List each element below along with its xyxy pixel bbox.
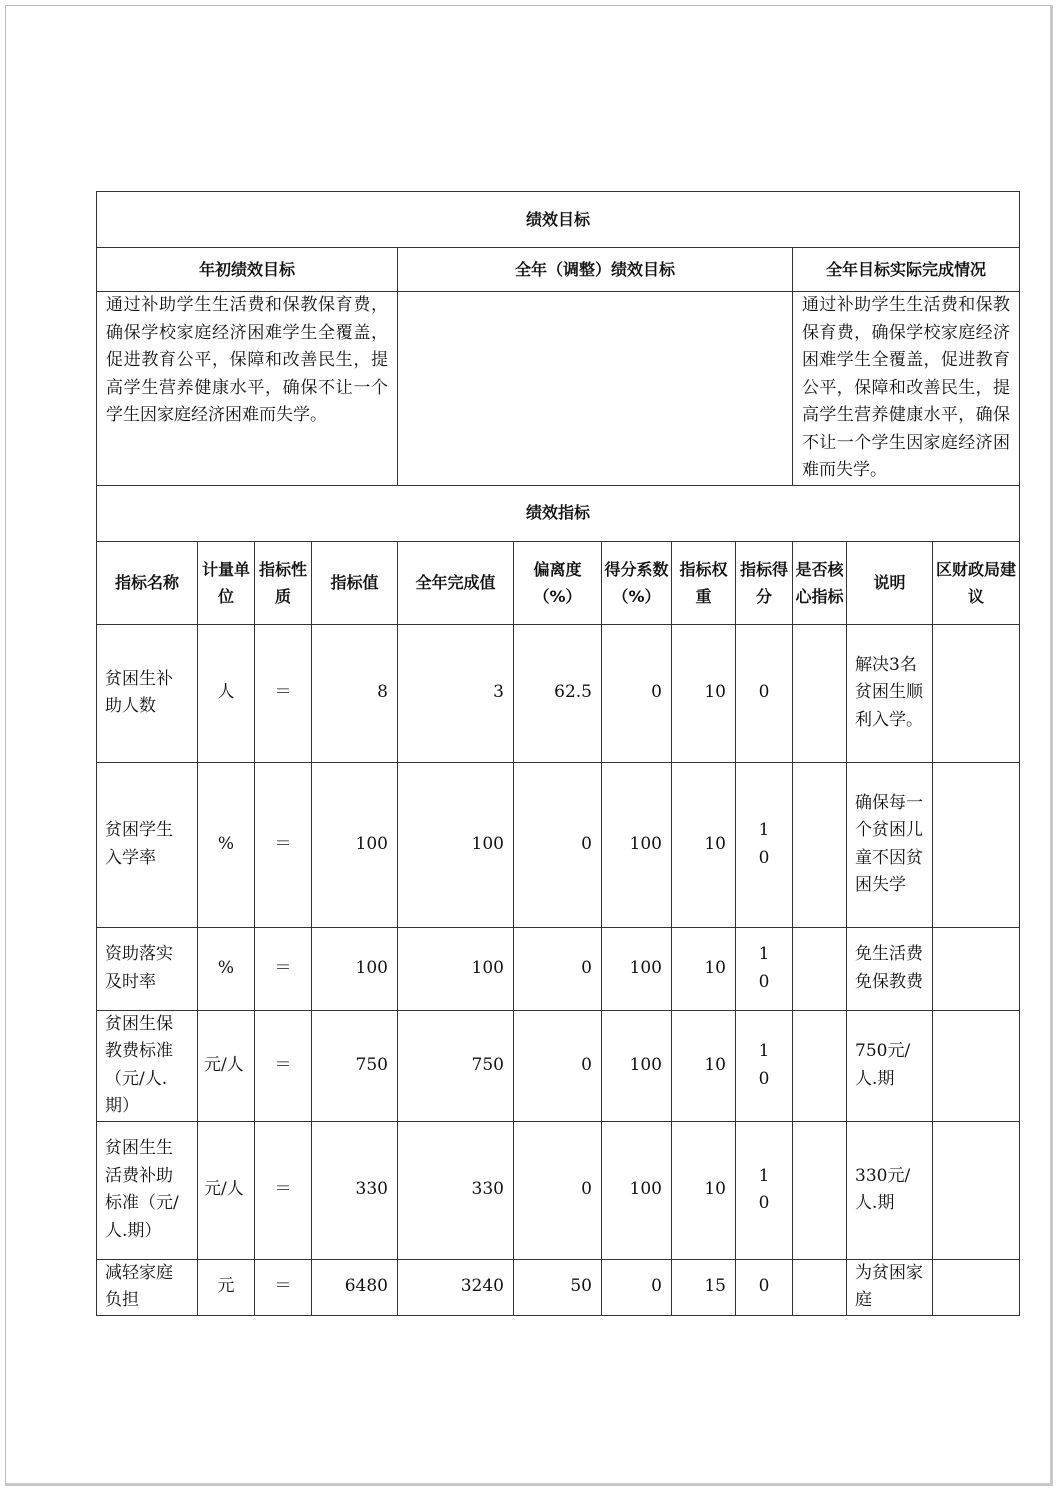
indicator-deviation: 0: [514, 1121, 602, 1259]
table-row: [97, 624, 1020, 762]
indicator-core: [793, 1259, 847, 1315]
header-score: 指标得分: [736, 541, 793, 624]
table-row: [97, 1121, 1020, 1259]
indicator-completed: 3: [398, 624, 514, 762]
table-row: [97, 927, 1020, 1010]
indicator-coefficient: 100: [602, 1121, 672, 1259]
goals-header-row: [97, 248, 1020, 292]
indicator-score: 0: [736, 624, 793, 762]
indicator-core: [793, 762, 847, 927]
indicator-core: [793, 1121, 847, 1259]
indicator-unit: 元: [198, 1259, 255, 1315]
header-note: 说明: [847, 541, 933, 624]
indicator-nature: ＝: [255, 927, 312, 1010]
indicator-coefficient: 0: [602, 624, 672, 762]
indicator-weight: 10: [672, 1121, 736, 1259]
indicator-target: 330: [312, 1121, 398, 1259]
indicator-deviation: 62.5: [514, 624, 602, 762]
indicator-note: 确保每一个贫困儿童不因贫困失学: [847, 762, 933, 927]
indicator-target: 100: [312, 762, 398, 927]
indicator-core: [793, 1010, 847, 1121]
adjusted-goal-text: [398, 292, 793, 486]
header-coefficient: 得分系数（%）: [602, 541, 672, 624]
indicator-note: 免生活费免保教费: [847, 927, 933, 1010]
indicator-note: 为贫困家庭: [847, 1259, 933, 1315]
indicator-target: 6480: [312, 1259, 398, 1315]
indicator-weight: 10: [672, 762, 736, 927]
adjusted-goal-header: 全年（调整）绩效目标: [398, 248, 793, 292]
indicator-score: 10: [736, 762, 793, 927]
indicator-unit: %: [198, 927, 255, 1010]
header-weight: 指标权重: [672, 541, 736, 624]
indicator-note: 330元/人.期: [847, 1121, 933, 1259]
indicator-completed: 330: [398, 1121, 514, 1259]
indicator-advice: [933, 624, 1020, 762]
header-unit: 计量单位: [198, 541, 255, 624]
indicator-name: 资助落实及时率: [97, 927, 198, 1010]
indicator-weight: 10: [672, 624, 736, 762]
indicator-score: 10: [736, 927, 793, 1010]
indicator-deviation: 0: [514, 1010, 602, 1121]
indicator-note: 解决3名贫困生顺利入学。: [847, 624, 933, 762]
indicators-section-row: [97, 485, 1020, 541]
actual-goal-text: 通过补助学生生活费和保教保育费，确保学校家庭经济困难学生全覆盖，促进教育公平，保障和改善民生，提高学生营养健康水平，确保不让一个学生因家庭经济困难而失学。: [793, 292, 1020, 486]
indicator-target: 8: [312, 624, 398, 762]
indicator-deviation: 50: [514, 1259, 602, 1315]
table-row: [97, 762, 1020, 927]
indicator-nature: ＝: [255, 1010, 312, 1121]
goals-content-row: [97, 292, 1020, 486]
header-completed: 全年完成值: [398, 541, 514, 624]
indicator-weight: 10: [672, 927, 736, 1010]
indicator-score: 10: [736, 1121, 793, 1259]
header-target: 指标值: [312, 541, 398, 624]
indicator-completed: 100: [398, 762, 514, 927]
table-row: [97, 1010, 1020, 1121]
indicator-deviation: 0: [514, 762, 602, 927]
header-nature: 指标性质: [255, 541, 312, 624]
indicator-target: 750: [312, 1010, 398, 1121]
indicators-section-title: 绩效指标: [97, 485, 1020, 541]
indicator-nature: ＝: [255, 762, 312, 927]
indicator-core: [793, 624, 847, 762]
indicator-core: [793, 927, 847, 1010]
indicator-completed: 750: [398, 1010, 514, 1121]
indicator-nature: ＝: [255, 624, 312, 762]
initial-goal-text: 通过补助学生生活费和保教保育费，确保学校家庭经济困难学生全覆盖，促进教育公平，保障和改善民生，提高学生营养健康水平，确保不让一个学生因家庭经济困难而失学。: [97, 292, 398, 486]
indicator-completed: 3240: [398, 1259, 514, 1315]
indicator-advice: [933, 762, 1020, 927]
indicator-deviation: 0: [514, 927, 602, 1010]
indicator-note: 750元/人.期: [847, 1010, 933, 1121]
indicator-name: 贫困生补助人数: [97, 624, 198, 762]
indicator-header-row: [97, 541, 1020, 624]
indicator-unit: 元/人: [198, 1121, 255, 1259]
actual-goal-header: 全年目标实际完成情况: [793, 248, 1020, 292]
indicator-unit: 元/人: [198, 1010, 255, 1121]
indicator-advice: [933, 927, 1020, 1010]
indicator-unit: %: [198, 762, 255, 927]
goals-section-title: 绩效目标: [97, 192, 1020, 248]
indicator-weight: 15: [672, 1259, 736, 1315]
indicator-name: 减轻家庭负担: [97, 1259, 198, 1315]
indicator-nature: ＝: [255, 1121, 312, 1259]
performance-table: [96, 191, 1020, 1316]
header-deviation: 偏离度（%）: [514, 541, 602, 624]
indicator-advice: [933, 1010, 1020, 1121]
goals-section-row: [97, 192, 1020, 248]
initial-goal-header: 年初绩效目标: [97, 248, 398, 292]
indicator-coefficient: 0: [602, 1259, 672, 1315]
indicator-target: 100: [312, 927, 398, 1010]
indicator-name: 贫困生保教费标准（元/人.期）: [97, 1010, 198, 1121]
indicator-advice: [933, 1259, 1020, 1315]
indicator-unit: 人: [198, 624, 255, 762]
indicator-advice: [933, 1121, 1020, 1259]
header-name: 指标名称: [97, 541, 198, 624]
indicator-score: 10: [736, 1010, 793, 1121]
indicator-coefficient: 100: [602, 927, 672, 1010]
indicator-name: 贫困学生入学率: [97, 762, 198, 927]
indicator-score: 0: [736, 1259, 793, 1315]
indicator-completed: 100: [398, 927, 514, 1010]
header-advice: 区财政局建议: [933, 541, 1020, 624]
indicator-nature: ＝: [255, 1259, 312, 1315]
table-row: [97, 1259, 1020, 1315]
indicator-name: 贫困生生活费补助标准（元/人.期）: [97, 1121, 198, 1259]
indicator-weight: 10: [672, 1010, 736, 1121]
indicator-coefficient: 100: [602, 762, 672, 927]
indicator-coefficient: 100: [602, 1010, 672, 1121]
header-core: 是否核心指标: [793, 541, 847, 624]
